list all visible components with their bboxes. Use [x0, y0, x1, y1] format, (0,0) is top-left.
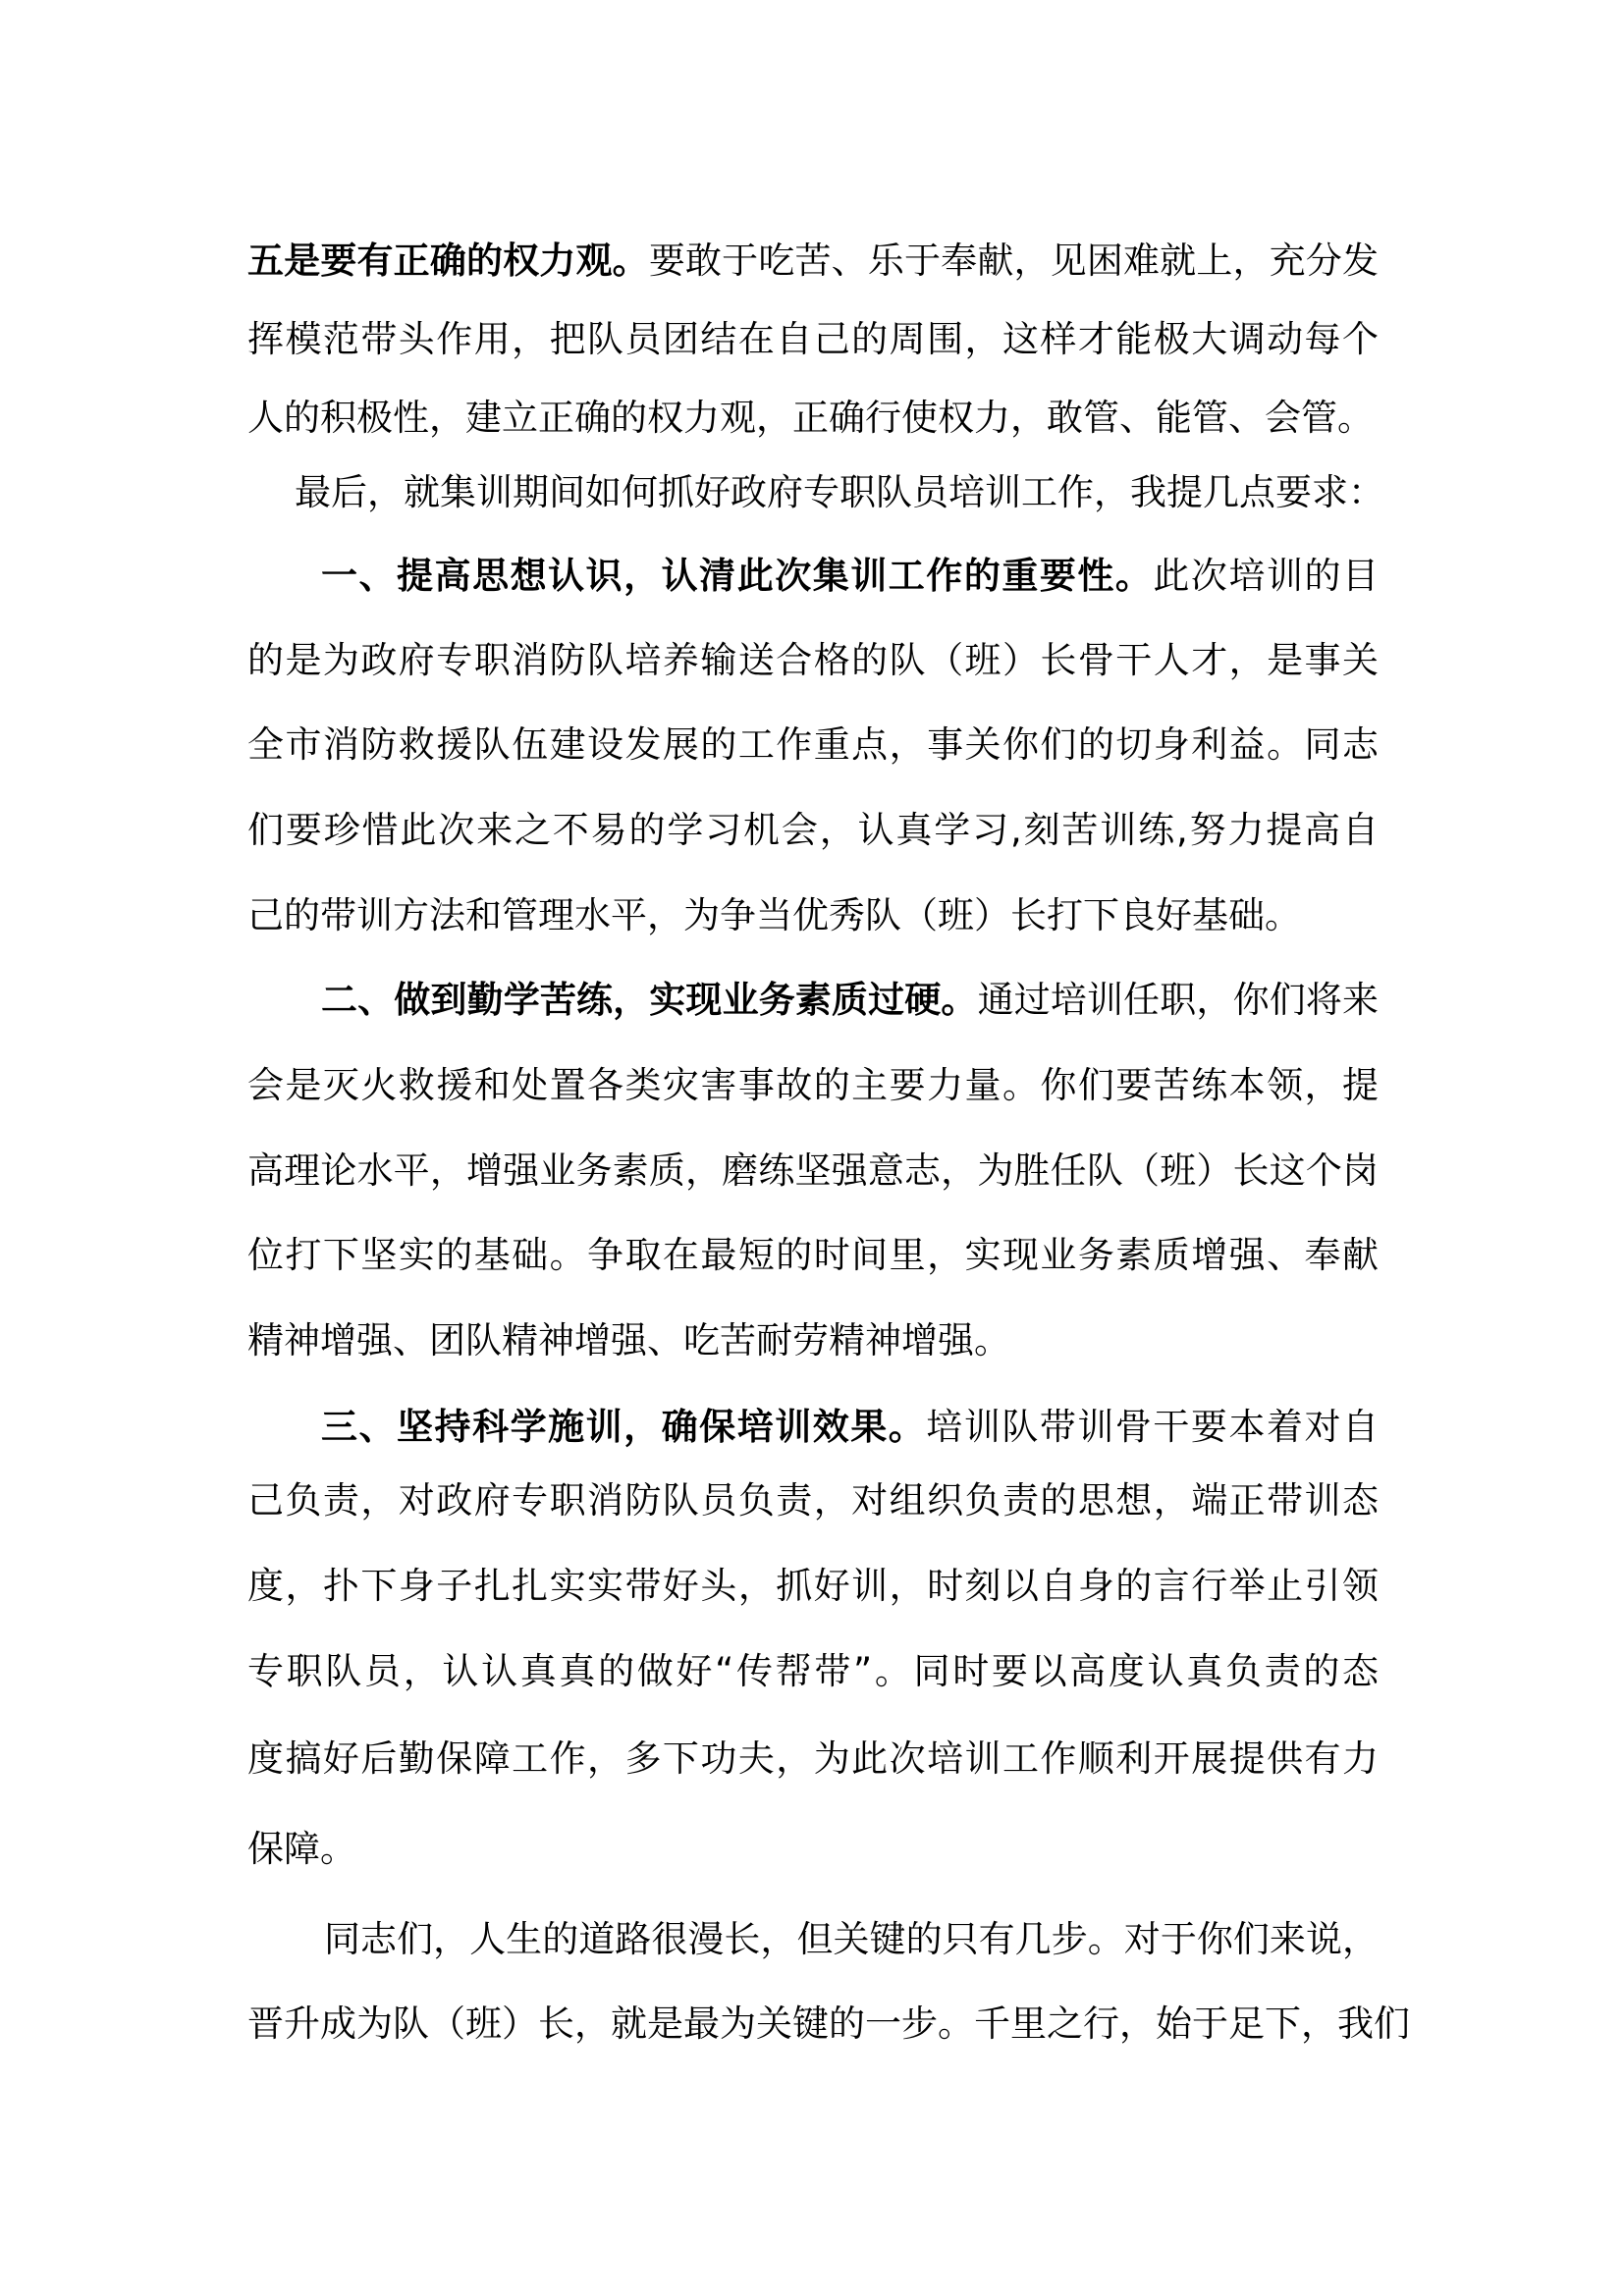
paragraph-line — [247, 723, 1379, 767]
body-text: 全市消防救援队伍建设发展的工作重点，事关你们的切身利益。同志 — [247, 723, 1379, 766]
paragraph-line — [247, 639, 1379, 682]
paragraph-line — [324, 1918, 1379, 1961]
body-text: 会是灭火救援和处置各类灾害事故的主要力量。你们要苦练本领，提 — [247, 1064, 1379, 1106]
paragraph-line — [247, 1319, 1379, 1362]
body-text: 己负责，对政府专职消防队员负责，对组织负责的思想，端正带训态 — [247, 1479, 1379, 1522]
paragraph-line — [247, 894, 1379, 937]
body-text: 同志们，人生的道路很漫长，但关键的只有几步。对于你们来说， — [324, 1918, 1379, 1960]
body-text: 晋升成为队（班）长，就是最为关键的一步。千里之行，始于足下，我们 — [247, 2002, 1410, 2045]
paragraph-line — [247, 240, 1379, 283]
body-text: 通过培训任职，你们将来 — [977, 979, 1380, 1021]
body-text: 保障。 — [247, 1828, 356, 1870]
bold-heading: 二、做到勤学苦练，实现业务素质过硬。 — [321, 979, 978, 1021]
body-text: 位打下坚实的基础。争取在最短的时间里，实现业务素质增强、奉献 — [247, 1234, 1379, 1276]
paragraph-line — [247, 1149, 1379, 1193]
paragraph-line — [247, 1565, 1379, 1608]
paragraph-line — [247, 1479, 1379, 1522]
body-text: 此次培训的目 — [1153, 555, 1379, 597]
paragraph-line — [247, 1234, 1379, 1277]
bold-heading: 三、坚持科学施训，确保培训效果。 — [321, 1406, 927, 1448]
paragraph-line — [321, 979, 1379, 1022]
paragraph-line — [247, 397, 1379, 440]
body-text: 最后，就集训期间如何抓好政府专职队员培训工作，我提几点要求： — [295, 471, 1384, 513]
body-text: 挥模范带头作用，把队员团结在自己的周围，这样才能极大调动每个 — [247, 318, 1379, 360]
paragraph-line — [247, 1064, 1379, 1107]
paragraph-line — [295, 471, 1384, 514]
paragraph-line — [247, 318, 1379, 361]
paragraph-line — [321, 555, 1379, 598]
body-text: 度，扑下身子扎扎实实带好头，抓好训，时刻以自身的言行举止引领 — [247, 1565, 1379, 1607]
paragraph-line — [247, 1650, 1379, 1693]
bold-heading: 五是要有正确的权力观。 — [247, 240, 649, 282]
bold-heading: 一、提高思想认识，认清此次集训工作的重要性。 — [321, 555, 1154, 597]
body-text: 要敢于吃苦、乐于奉献，见困难就上，充分发 — [648, 240, 1380, 282]
paragraph-line — [247, 1828, 1379, 1871]
paragraph-line — [247, 2002, 1410, 2046]
body-text: 培训队带训骨干要本着对自 — [926, 1406, 1379, 1448]
body-text: 度搞好后勤保障工作，多下功夫，为此次培训工作顺利开展提供有力 — [247, 1737, 1379, 1780]
paragraph-line — [247, 1737, 1379, 1781]
body-text: 精神增强、团队精神增强、吃苦耐劳精神增强。 — [247, 1319, 1010, 1362]
body-text: 人的积极性，建立正确的权力观，正确行使权力，敢管、能管、会管。 — [247, 397, 1374, 439]
body-text: 专职队员，认认真真的做好“传帮带”。同时要以高度认真负责的态 — [247, 1650, 1379, 1692]
body-text: 己的带训方法和管理水平，为争当优秀队（班）长打下良好基础。 — [247, 894, 1301, 936]
paragraph-line — [321, 1406, 1379, 1449]
body-text: 们要珍惜此次来之不易的学习机会，认真学习,刻苦训练,努力提高自 — [247, 809, 1379, 851]
body-text: 高理论水平，增强业务素质，磨练坚强意志，为胜任队（班）长这个岗 — [247, 1149, 1379, 1192]
body-text: 的是为政府专职消防队培养输送合格的队（班）长骨干人才，是事关 — [247, 639, 1379, 681]
paragraph-line — [247, 809, 1379, 852]
